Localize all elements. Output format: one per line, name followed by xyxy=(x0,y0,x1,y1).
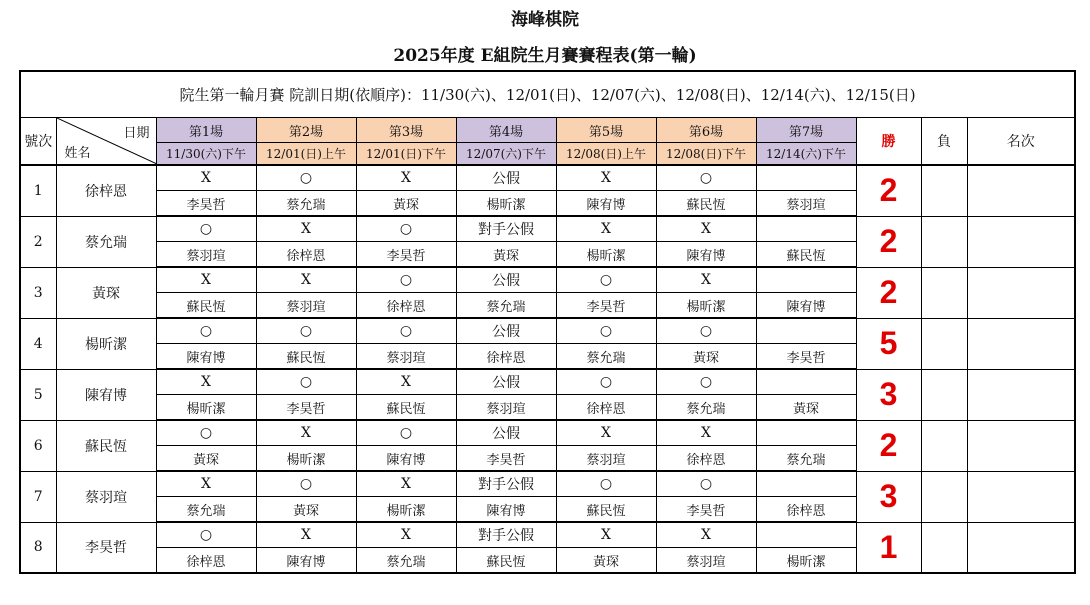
rank-header: 名次 xyxy=(967,118,1075,166)
match-result: 公假 xyxy=(456,318,556,344)
losses-count xyxy=(921,165,967,216)
wins-value: 3 xyxy=(879,478,898,514)
losses-count xyxy=(921,369,967,420)
match-result: X xyxy=(156,267,256,293)
player-number: 1 xyxy=(20,165,56,216)
round-2-date: 12/01(日)上午 xyxy=(256,143,356,166)
opponent-name: 楊昕潔 xyxy=(256,446,356,472)
rank-value xyxy=(967,165,1075,216)
opponent-name: 陳宥博 xyxy=(556,191,656,217)
name-label: 姓名 xyxy=(64,146,91,161)
player-number: 2 xyxy=(20,216,56,267)
opponent-name: 蔡允瑞 xyxy=(456,293,556,319)
opponent-name: 楊昕潔 xyxy=(456,191,556,217)
opponent-name: 李昊哲 xyxy=(756,344,856,370)
opponent-name: 蔡允瑞 xyxy=(156,497,256,523)
opponent-name: 蔡羽瑄 xyxy=(156,242,256,268)
match-result: X xyxy=(656,522,756,548)
player-name: 蔡羽瑄 xyxy=(56,471,156,522)
opponent-name: 蔡允瑞 xyxy=(656,395,756,421)
wins-count xyxy=(856,471,921,522)
round-4-date: 12/07(六)下午 xyxy=(456,143,556,166)
match-result: X xyxy=(256,267,356,293)
opponent-name: 李昊哲 xyxy=(556,293,656,319)
date-name-header xyxy=(56,118,156,166)
match-result: ○ xyxy=(156,318,256,344)
player-name: 李昊哲 xyxy=(56,522,156,573)
wins-value: 2 xyxy=(879,427,898,463)
match-result: X xyxy=(156,165,256,191)
match-result: 公假 xyxy=(456,267,556,293)
wins-count xyxy=(856,522,921,573)
match-result xyxy=(756,165,856,191)
opponent-name: 楊昕潔 xyxy=(756,548,856,574)
opponent-name: 楊昕潔 xyxy=(556,242,656,268)
match-result: X xyxy=(256,216,356,242)
wins-header: 勝 xyxy=(856,118,921,166)
match-result: ○ xyxy=(656,369,756,395)
match-result: ○ xyxy=(356,267,456,293)
losses-count xyxy=(921,420,967,471)
opponent-name: 蔡允瑞 xyxy=(356,548,456,574)
player-number: 8 xyxy=(20,522,56,573)
wins-value: 3 xyxy=(879,376,898,412)
match-result xyxy=(756,318,856,344)
opponent-name: 陳宥博 xyxy=(356,446,456,472)
losses-count xyxy=(921,318,967,369)
round-2-label: 第2場 xyxy=(256,118,356,143)
match-result: ○ xyxy=(656,318,756,344)
match-result xyxy=(756,267,856,293)
match-result: X xyxy=(656,267,756,293)
match-result xyxy=(756,216,856,242)
losses-header: 負 xyxy=(921,118,967,166)
match-result: ○ xyxy=(356,318,456,344)
match-result: X xyxy=(556,522,656,548)
club-title: 海峰棋院 xyxy=(511,10,579,30)
match-result: ○ xyxy=(656,165,756,191)
player-row xyxy=(20,369,1075,395)
match-result: X xyxy=(256,522,356,548)
wins-count xyxy=(856,216,921,267)
opponent-name: 徐梓恩 xyxy=(256,242,356,268)
match-result xyxy=(756,369,856,395)
opponent-name: 陳宥博 xyxy=(756,293,856,319)
match-result: 對手公假 xyxy=(456,471,556,497)
match-result: X xyxy=(156,471,256,497)
player-name: 蔡允瑞 xyxy=(56,216,156,267)
opponent-name: 徐梓恩 xyxy=(356,293,456,319)
match-result: X xyxy=(356,471,456,497)
wins-value: 2 xyxy=(879,172,898,209)
date-label: 日期 xyxy=(123,126,150,141)
opponent-name: 楊昕潔 xyxy=(656,293,756,319)
round-3-date: 12/01(日)下午 xyxy=(356,143,456,166)
match-result: X xyxy=(556,216,656,242)
opponent-name: 蘇民恆 xyxy=(456,548,556,574)
opponent-name: 李昊哲 xyxy=(656,497,756,523)
rank-value xyxy=(967,216,1075,267)
losses-count xyxy=(921,216,967,267)
player-name: 黃琛 xyxy=(56,267,156,318)
player-number: 7 xyxy=(20,471,56,522)
player-row xyxy=(20,267,1075,293)
round-7-date: 12/14(六)下午 xyxy=(756,143,856,166)
opponent-name: 黃琛 xyxy=(756,395,856,421)
opponent-name: 蔡羽瑄 xyxy=(656,548,756,574)
match-result: X xyxy=(356,369,456,395)
wins-value: 1 xyxy=(879,528,898,565)
match-result: X xyxy=(256,420,356,446)
match-result: ○ xyxy=(156,522,256,548)
round-6-label: 第6場 xyxy=(656,118,756,143)
player-number: 3 xyxy=(20,267,56,318)
opponent-name: 蔡羽瑄 xyxy=(356,344,456,370)
match-result: ○ xyxy=(256,471,356,497)
match-result: 對手公假 xyxy=(456,216,556,242)
match-result: ○ xyxy=(556,267,656,293)
opponent-name: 徐梓恩 xyxy=(656,446,756,472)
wins-count xyxy=(856,420,921,471)
opponent-name: 蔡羽瑄 xyxy=(556,446,656,472)
wins-count xyxy=(856,318,921,369)
rank-value xyxy=(967,471,1075,522)
match-result: X xyxy=(656,216,756,242)
opponent-name: 黃琛 xyxy=(556,548,656,574)
match-result: ○ xyxy=(356,420,456,446)
player-row xyxy=(20,318,1075,344)
round-7-label: 第7場 xyxy=(756,118,856,143)
round-5-date: 12/08(日)上午 xyxy=(556,143,656,166)
round-4-label: 第4場 xyxy=(456,118,556,143)
opponent-name: 蔡羽瑄 xyxy=(456,395,556,421)
player-number: 6 xyxy=(20,420,56,471)
opponent-name: 蔡允瑞 xyxy=(256,191,356,217)
rank-value xyxy=(967,318,1075,369)
player-row xyxy=(20,420,1075,446)
match-result: 對手公假 xyxy=(456,522,556,548)
rank-value xyxy=(967,522,1075,573)
opponent-name: 蘇民恆 xyxy=(756,242,856,268)
opponent-name: 蔡羽瑄 xyxy=(256,293,356,319)
match-result: ○ xyxy=(556,471,656,497)
opponent-name: 黃琛 xyxy=(456,242,556,268)
opponent-name: 陳宥博 xyxy=(256,548,356,574)
wins-count xyxy=(856,165,921,216)
training-dates-info: 院生第一輪月賽 院訓日期(依順序)：11/30(六)、12/01(日)、12/07(六)、12/08(日)、12/14(六)、12/15(日) xyxy=(20,71,1075,118)
opponent-name: 蘇民恆 xyxy=(356,395,456,421)
round-5-label: 第5場 xyxy=(556,118,656,143)
match-result xyxy=(756,420,856,446)
schedule-title: 2025年度 E組院生月賽賽程表(第一輪) xyxy=(393,46,697,66)
opponent-name: 黃琛 xyxy=(256,497,356,523)
losses-count xyxy=(921,522,967,573)
match-result: ○ xyxy=(356,216,456,242)
round-1-label: 第1場 xyxy=(156,118,256,143)
match-result: 公假 xyxy=(456,369,556,395)
match-result: 公假 xyxy=(456,165,556,191)
opponent-name: 徐梓恩 xyxy=(556,395,656,421)
opponent-name: 蔡允瑞 xyxy=(556,344,656,370)
player-row xyxy=(20,522,1075,548)
player-number: 4 xyxy=(20,318,56,369)
match-result: 公假 xyxy=(456,420,556,446)
match-result: ○ xyxy=(256,318,356,344)
opponent-name: 蘇民恆 xyxy=(256,344,356,370)
match-result: X xyxy=(656,420,756,446)
opponent-name: 黃琛 xyxy=(656,344,756,370)
opponent-name: 蔡允瑞 xyxy=(756,446,856,472)
rank-value xyxy=(967,369,1075,420)
round-3-label: 第3場 xyxy=(356,118,456,143)
match-result: ○ xyxy=(556,369,656,395)
player-name: 楊昕潔 xyxy=(56,318,156,369)
match-result: ○ xyxy=(256,165,356,191)
opponent-name: 李昊哲 xyxy=(256,395,356,421)
opponent-name: 蘇民恆 xyxy=(156,293,256,319)
match-result xyxy=(756,471,856,497)
losses-count xyxy=(921,471,967,522)
opponent-name: 蔡羽瑄 xyxy=(756,191,856,217)
wins-count xyxy=(856,267,921,318)
opponent-name: 徐梓恩 xyxy=(756,497,856,523)
player-row xyxy=(20,471,1075,497)
match-result: X xyxy=(556,165,656,191)
player-number: 5 xyxy=(20,369,56,420)
player-row xyxy=(20,216,1075,242)
opponent-name: 蘇民恆 xyxy=(656,191,756,217)
opponent-name: 李昊哲 xyxy=(356,242,456,268)
opponent-name: 黃琛 xyxy=(356,191,456,217)
opponent-name: 蘇民恆 xyxy=(556,497,656,523)
opponent-name: 楊昕潔 xyxy=(156,395,256,421)
wins-value: 2 xyxy=(879,274,898,310)
schedule-table xyxy=(19,70,1076,574)
opponent-name: 陳宥博 xyxy=(156,344,256,370)
match-result: X xyxy=(556,420,656,446)
match-result: X xyxy=(356,522,456,548)
wins-value: 2 xyxy=(879,223,898,259)
player-name: 陳宥博 xyxy=(56,369,156,420)
match-result: ○ xyxy=(156,216,256,242)
player-name: 蘇民恆 xyxy=(56,420,156,471)
round-1-date: 11/30(六)下午 xyxy=(156,143,256,166)
rank-value xyxy=(967,267,1075,318)
opponent-name: 陳宥博 xyxy=(656,242,756,268)
number-header: 號次 xyxy=(20,118,56,166)
opponent-name: 李昊哲 xyxy=(456,446,556,472)
opponent-name: 陳宥博 xyxy=(456,497,556,523)
wins-value: 5 xyxy=(879,325,898,361)
opponent-name: 楊昕潔 xyxy=(356,497,456,523)
losses-count xyxy=(921,267,967,318)
match-result: X xyxy=(156,369,256,395)
opponent-name: 徐梓恩 xyxy=(456,344,556,370)
round-6-date: 12/08(日)下午 xyxy=(656,143,756,166)
opponent-name: 黃琛 xyxy=(156,446,256,472)
opponent-name: 徐梓恩 xyxy=(156,548,256,574)
match-result: ○ xyxy=(656,471,756,497)
opponent-name: 李昊哲 xyxy=(156,191,256,217)
match-result xyxy=(756,522,856,548)
rank-value xyxy=(967,420,1075,471)
match-result: ○ xyxy=(156,420,256,446)
match-result: ○ xyxy=(256,369,356,395)
player-name: 徐梓恩 xyxy=(56,165,156,216)
match-result: X xyxy=(356,165,456,191)
wins-count xyxy=(856,369,921,420)
match-result: ○ xyxy=(556,318,656,344)
player-row xyxy=(20,165,1075,191)
